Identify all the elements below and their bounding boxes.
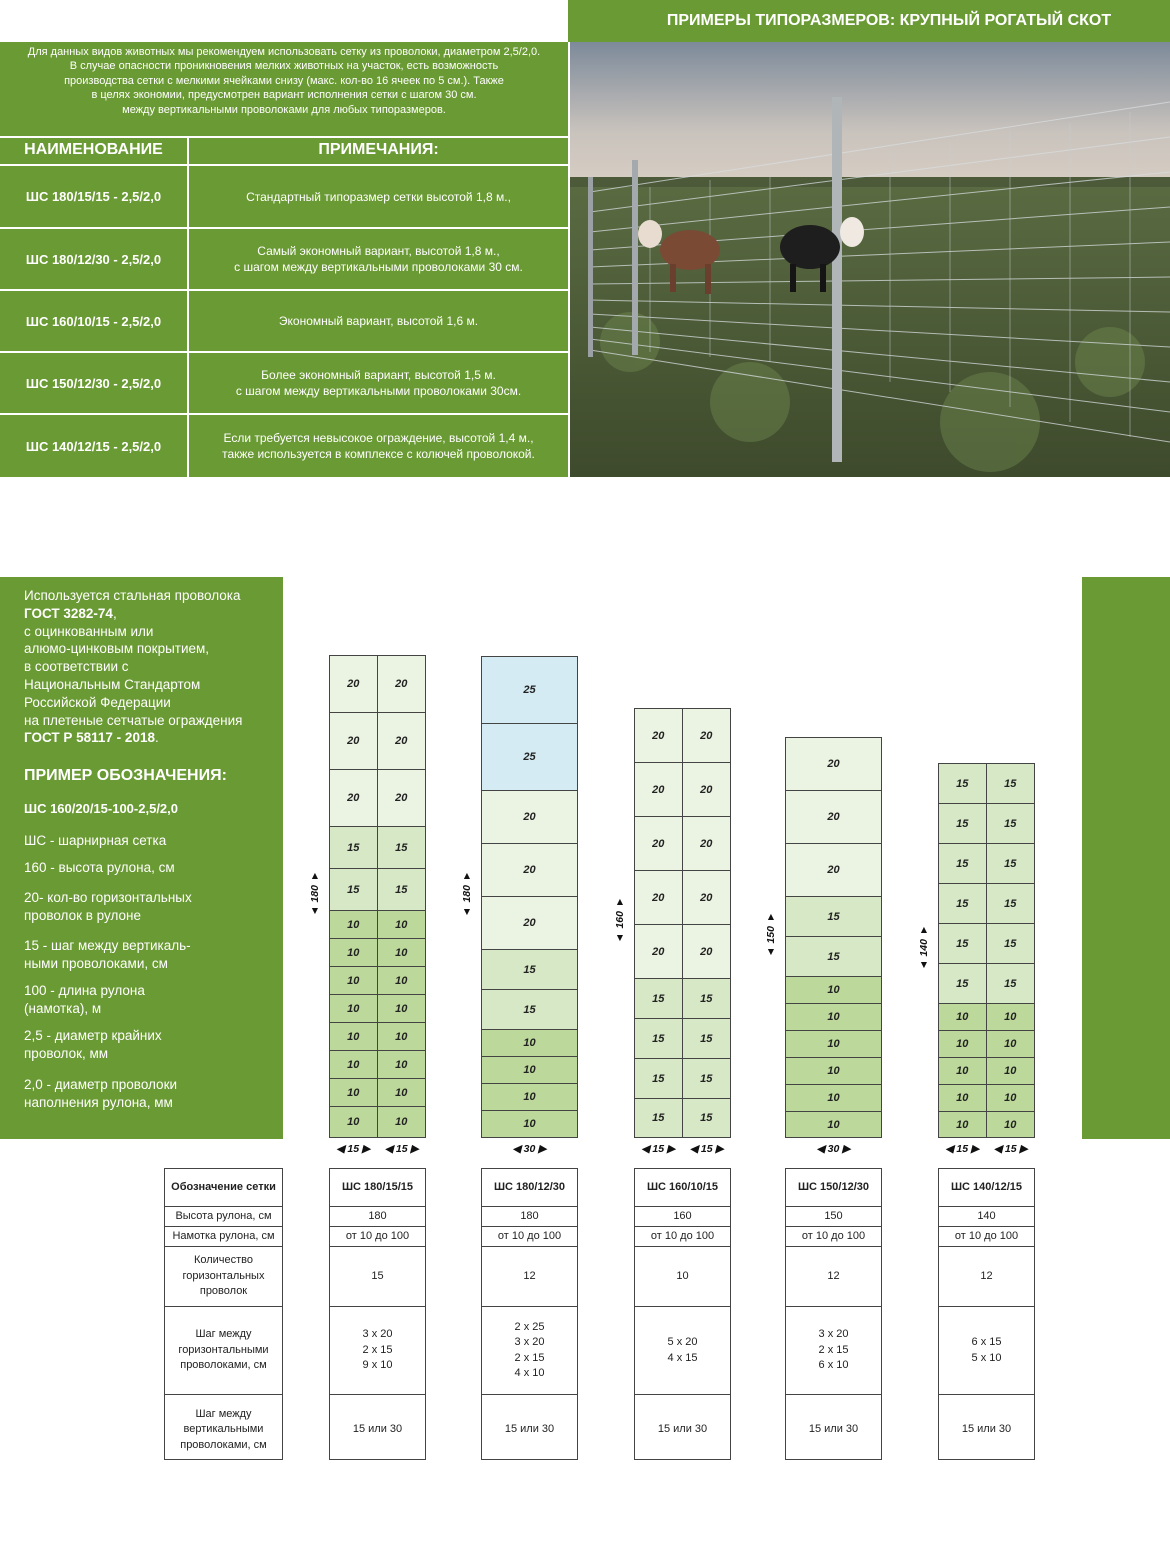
mesh-cell: 15 xyxy=(482,950,577,990)
spec-cell: 2 x 25 3 x 20 2 x 15 4 x 10 xyxy=(482,1307,577,1395)
mesh-cell: 15 xyxy=(987,964,1035,1004)
mesh-cell: 15 xyxy=(939,924,987,964)
info-line: в соответствии с xyxy=(24,659,129,675)
spec-cell: Высота рулона, см xyxy=(165,1207,282,1227)
spec-cell: 180 xyxy=(482,1207,577,1227)
mesh-column xyxy=(785,737,882,1138)
mesh-cell: 20 xyxy=(635,763,683,817)
row-name: ШС 150/12/30 - 2,5/2,0 xyxy=(25,375,162,391)
note-line: Экономный вариант, высотой 1,6 м. xyxy=(278,314,479,328)
mesh-cell: 10 xyxy=(330,995,378,1023)
mesh-cell: 10 xyxy=(939,1112,987,1137)
intro-line: В случае опасности проникновения мелких животных на участок, есть возможность xyxy=(69,60,499,73)
spec-cell: 12 xyxy=(482,1247,577,1307)
intro-line: между вертикальными проволоками для любых типоразмеров. xyxy=(122,103,446,116)
gost-paragraph xyxy=(24,587,242,747)
legend-item: 2,5 - диаметр крайних проволок, мм xyxy=(24,1028,162,1061)
spec-table xyxy=(785,1168,882,1460)
example-title: ПРИМЕР ОБОЗНАЧЕНИЯ: xyxy=(24,767,227,784)
legend-item: 2,0 - диаметр проволоки наполнения рулона, мм xyxy=(24,1077,178,1110)
spec-table xyxy=(481,1168,578,1460)
divider xyxy=(0,136,568,138)
column-header-notes: ПРИМЕЧАНИЯ: xyxy=(318,141,439,158)
spec-cell: 180 xyxy=(330,1207,425,1227)
mesh-cell: 15 xyxy=(987,844,1035,884)
mesh-cell: 10 xyxy=(330,967,378,995)
spec-cell: 15 или 30 xyxy=(961,1423,1012,1436)
mesh-cell: 15 xyxy=(939,964,987,1004)
mesh-cell: 20 xyxy=(378,770,426,827)
spec-cell: 6 x 15 5 x 10 xyxy=(939,1307,1034,1395)
mesh-cell: 15 xyxy=(378,869,426,911)
note-line: Если требуется невысокое ограждение, высотой 1,4 м., xyxy=(223,431,534,445)
row-name: ШС 180/15/15 - 2,5/2,0 xyxy=(25,189,162,204)
banner-title: ПРИМЕРЫ ТИПОРАЗМЕРОВ: КРУПНЫЙ РОГАТЫЙ СКОТ xyxy=(666,12,1112,29)
legend-item: 15 - шаг между вертикаль- ными проволоками, см xyxy=(24,938,191,971)
intro-line: производства сетки с мелкими ячейками снизу (макс. кол-во 16 ячеек по 5 см.). Также xyxy=(64,74,504,87)
mesh-cell: 15 xyxy=(683,1099,731,1137)
info-line: на плетеные сетчатые ограждения xyxy=(24,712,243,728)
mesh-cell: 20 xyxy=(786,738,881,791)
spec-cell: ШС 140/12/15 xyxy=(939,1169,1034,1207)
spec-cell: 5 x 20 4 x 15 xyxy=(635,1307,730,1395)
spec-cell: Шаг между горизонтальными проволоками, см xyxy=(165,1307,282,1395)
info-line: с оцинкованным или xyxy=(24,623,154,639)
spec-cell: 3 x 20 2 x 15 9 x 10 xyxy=(330,1307,425,1395)
spec-cell: 10 xyxy=(635,1247,730,1307)
mesh-cell: 15 xyxy=(482,990,577,1030)
mesh-cell: 10 xyxy=(482,1111,577,1137)
cattle-fence-photo xyxy=(570,42,1170,477)
row-name: ШС 180/12/30 - 2,5/2,0 xyxy=(25,251,162,267)
info-panel xyxy=(0,577,283,1139)
info-line: Используется стальная проволока xyxy=(24,588,241,603)
intro-text xyxy=(0,42,568,136)
row-name: ШС 160/10/15 - 2,5/2,0 xyxy=(25,313,162,329)
page-banner xyxy=(568,0,1170,42)
note-line: с шагом между вертикальными проволоками 30 см. xyxy=(234,260,523,274)
spec-cell: Намотка рулона, см xyxy=(165,1227,282,1247)
mesh-cell: 15 xyxy=(939,764,987,804)
row-note xyxy=(189,291,568,351)
mesh-cell: 10 xyxy=(939,1004,987,1031)
mesh-cell: 10 xyxy=(378,1107,426,1137)
info-line: алюмо-цинковым покрытием, xyxy=(24,641,210,657)
spec-cell: ШС 150/12/30 xyxy=(786,1169,881,1207)
spec-cell: 15 xyxy=(330,1247,425,1307)
spec-cell: 12 xyxy=(939,1247,1034,1307)
mesh-cell: 20 xyxy=(683,763,731,817)
mesh-cell: 10 xyxy=(378,995,426,1023)
note-line: Стандартный типоразмер сетки высотой 1,8 м., xyxy=(246,189,511,204)
mesh-column xyxy=(481,656,578,1138)
row-note xyxy=(189,353,568,413)
spec-table xyxy=(634,1168,731,1460)
spec-cell: 15 или 30 xyxy=(657,1423,708,1436)
decorative-bar xyxy=(1082,577,1170,1139)
spec-cell: 140 xyxy=(939,1207,1034,1227)
height-dimension: ▲ 180 ▼ xyxy=(461,870,473,918)
mesh-cell: 15 xyxy=(939,844,987,884)
mesh-cell: 10 xyxy=(987,1112,1035,1137)
mesh-cell: 10 xyxy=(987,1058,1035,1085)
intro-line: Для данных видов животных мы рекомендуем использовать сетку из проволоки, диаметром 2,5/2,0. xyxy=(27,46,541,58)
mesh-cell: 10 xyxy=(786,1058,881,1085)
mesh-cell: 20 xyxy=(330,713,378,770)
mesh-cell: 15 xyxy=(635,979,683,1019)
mesh-cell: 20 xyxy=(635,871,683,925)
mesh-cell: 15 xyxy=(987,884,1035,924)
height-dimension: ▲ 180 ▼ xyxy=(309,869,321,918)
mesh-cell: 20 xyxy=(330,656,378,713)
mesh-cell: 10 xyxy=(786,1031,881,1058)
mesh-cell: 15 xyxy=(635,1019,683,1059)
intro-line: в целях экономии, предусмотрен вариант исполнения сетки с шагом 30 см. xyxy=(91,89,477,102)
mesh-cell: 15 xyxy=(330,827,378,869)
gost-code: ГОСТ 3282-74 xyxy=(24,605,113,621)
mesh-cell: 20 xyxy=(683,709,731,763)
mesh-cell: 20 xyxy=(378,713,426,770)
spec-cell: от 10 до 100 xyxy=(482,1227,577,1247)
spec-table xyxy=(329,1168,426,1460)
spec-cell: Количество горизонтальных проволок xyxy=(165,1247,282,1307)
mesh-cell: 15 xyxy=(786,937,881,977)
mesh-cell: 10 xyxy=(939,1031,987,1058)
row-note xyxy=(189,166,568,227)
note-line: также используется в комплексе с колючей проволокой. xyxy=(222,447,535,461)
row-note xyxy=(189,415,568,477)
mesh-column xyxy=(938,763,1035,1138)
spec-cell: 15 или 30 xyxy=(808,1423,859,1436)
mesh-cell: 10 xyxy=(330,1107,378,1137)
mesh-cell: 10 xyxy=(482,1084,577,1111)
width-dimension: ◀ 30 ▶ xyxy=(512,1143,547,1155)
spec-cell: ШС 180/15/15 xyxy=(330,1169,425,1207)
mesh-cell: 20 xyxy=(635,925,683,979)
width-dimension: ◀ 30 ▶ xyxy=(816,1143,851,1155)
spec-cell: ШС 180/12/30 xyxy=(482,1169,577,1207)
mesh-cell: 15 xyxy=(683,979,731,1019)
mesh-cell: 15 xyxy=(987,804,1035,844)
spec-cell: ШС 160/10/15 xyxy=(635,1169,730,1207)
mesh-cell: 25 xyxy=(482,724,577,791)
note-line: с шагом между вертикальными проволоками 30см. xyxy=(235,384,522,398)
mesh-cell: 10 xyxy=(987,1085,1035,1112)
legend-item: 160 - высота рулона, см xyxy=(24,860,175,875)
note-line: Более экономный вариант, высотой 1,5 м. xyxy=(261,368,496,382)
info-line: Национальным Стандартом xyxy=(24,676,201,692)
mesh-cell: 10 xyxy=(482,1057,577,1084)
mesh-cell: 15 xyxy=(683,1019,731,1059)
example-code: ШС 160/20/15-100-2,5/2,0 xyxy=(24,801,179,816)
width-dimension: ◀ 15 ▶ ◀ 15 ▶ xyxy=(336,1143,419,1155)
mesh-cell: 10 xyxy=(330,1023,378,1051)
gost-code: ГОСТ Р 58117 - 2018 xyxy=(24,730,155,746)
spec-cell: от 10 до 100 xyxy=(635,1227,730,1247)
mesh-cell: 10 xyxy=(939,1085,987,1112)
mesh-cell: 15 xyxy=(987,764,1035,804)
mesh-column xyxy=(329,655,426,1138)
mesh-cell: 10 xyxy=(330,911,378,939)
height-dimension: ▲ 160 ▼ xyxy=(614,896,626,944)
photo-illustration xyxy=(570,42,1170,477)
info-line: . xyxy=(154,730,159,746)
mesh-cell: 15 xyxy=(378,827,426,869)
spec-label-table xyxy=(164,1168,283,1460)
spec-cell: 12 xyxy=(786,1247,881,1307)
mesh-cell: 20 xyxy=(635,709,683,763)
mesh-cell: 10 xyxy=(378,967,426,995)
spec-cell: Обозначение сетки xyxy=(165,1169,282,1207)
mesh-cell: 15 xyxy=(635,1059,683,1099)
mesh-cell: 10 xyxy=(786,977,881,1004)
legend-item: 20- кол-во горизонтальных проволок в рулоне xyxy=(24,890,192,923)
mesh-cell: 10 xyxy=(939,1058,987,1085)
mesh-cell: 20 xyxy=(683,925,731,979)
legend-item: ШС - шарнирная сетка xyxy=(24,833,167,848)
mesh-cell: 10 xyxy=(378,911,426,939)
spec-cell: 15 или 30 xyxy=(352,1423,403,1436)
mesh-cell: 20 xyxy=(635,817,683,871)
mesh-cell: 20 xyxy=(482,844,577,897)
info-line: Российской Федерации xyxy=(24,694,171,710)
mesh-cell: 10 xyxy=(786,1112,881,1137)
info-line: , xyxy=(112,605,117,621)
mesh-cell: 25 xyxy=(482,657,577,724)
mesh-cell: 15 xyxy=(683,1059,731,1099)
spec-cell: от 10 до 100 xyxy=(786,1227,881,1247)
height-dimension: ▲ 150 ▼ xyxy=(765,910,777,959)
mesh-cell: 10 xyxy=(482,1030,577,1057)
width-dimension: ◀ 15 ▶ ◀ 15 ▶ xyxy=(641,1143,724,1155)
mesh-cell: 10 xyxy=(378,1079,426,1107)
mesh-cell: 20 xyxy=(482,897,577,950)
spec-cell: от 10 до 100 xyxy=(939,1227,1034,1247)
mesh-cell: 10 xyxy=(987,1004,1035,1031)
mesh-cell: 20 xyxy=(786,791,881,844)
mesh-cell: 10 xyxy=(786,1004,881,1031)
height-dimension: ▲ 140 ▼ xyxy=(918,923,930,972)
mesh-cell: 15 xyxy=(939,884,987,924)
note-line: Самый экономный вариант, высотой 1,8 м., xyxy=(257,244,500,258)
mesh-cell: 20 xyxy=(683,871,731,925)
mesh-cell: 15 xyxy=(987,924,1035,964)
mesh-cell: 10 xyxy=(378,1051,426,1079)
column-header-name: НАИМЕНОВАНИЕ xyxy=(24,141,163,158)
mesh-cell: 10 xyxy=(330,939,378,967)
mesh-cell: 10 xyxy=(378,1023,426,1051)
row-name: ШС 140/12/15 - 2,5/2,0 xyxy=(25,438,162,454)
mesh-cell: 10 xyxy=(330,1051,378,1079)
mesh-cell: 15 xyxy=(786,897,881,937)
mesh-column xyxy=(634,708,731,1138)
spec-cell: 3 x 20 2 x 15 6 x 10 xyxy=(786,1307,881,1395)
spec-cell: 15 или 30 xyxy=(504,1423,555,1436)
mesh-cell: 10 xyxy=(378,939,426,967)
mesh-cell: 10 xyxy=(987,1031,1035,1058)
spec-cell: от 10 до 100 xyxy=(330,1227,425,1247)
mesh-cell: 10 xyxy=(330,1079,378,1107)
legend-item: 100 - длина рулона (намотка), м xyxy=(24,983,145,1016)
width-dimension: ◀ 15 ▶ ◀ 15 ▶ xyxy=(945,1143,1028,1155)
row-note xyxy=(189,229,568,289)
mesh-cell: 20 xyxy=(786,844,881,897)
spec-table xyxy=(938,1168,1035,1460)
spec-cell: 160 xyxy=(635,1207,730,1227)
mesh-cell: 10 xyxy=(786,1085,881,1112)
mesh-cell: 20 xyxy=(683,817,731,871)
spec-cell: 150 xyxy=(786,1207,881,1227)
mesh-cell: 15 xyxy=(635,1099,683,1137)
mesh-cell: 20 xyxy=(482,791,577,844)
mesh-cell: 15 xyxy=(939,804,987,844)
mesh-cell: 15 xyxy=(330,869,378,911)
mesh-cell: 20 xyxy=(330,770,378,827)
mesh-cell: 20 xyxy=(378,656,426,713)
spec-cell: Шаг между вертикальными проволоками, см xyxy=(180,1407,267,1451)
